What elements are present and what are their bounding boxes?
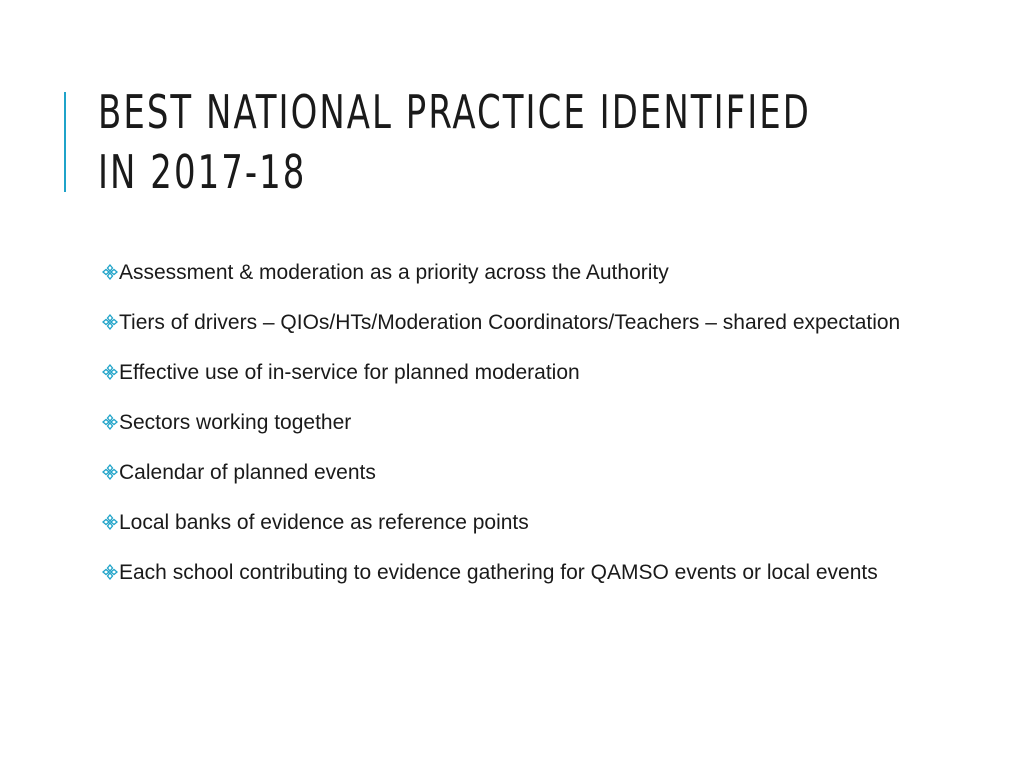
diamond-bullet-icon <box>102 314 118 330</box>
diamond-bullet-icon <box>102 414 118 430</box>
bullet-item <box>92 458 952 488</box>
diamond-bullet-icon <box>102 464 118 480</box>
slide-title: BEST NATIONAL PRACTICE IDENTIFIED IN 2017-18 <box>98 85 811 199</box>
bullet-text: Local banks of evidence as reference points <box>119 511 529 534</box>
bullet-item <box>92 258 952 288</box>
bullet-text: Effective use of in-service for planned moderation <box>119 361 580 384</box>
bullet-item <box>92 358 952 388</box>
bullet-item <box>92 408 952 438</box>
bullet-item <box>92 508 952 538</box>
bullet-text: Calendar of planned events <box>119 461 376 484</box>
bullet-item <box>92 558 952 588</box>
title-accent-bar <box>64 92 66 192</box>
bullet-text: Assessment & moderation as a priority across the Authority <box>119 261 669 284</box>
diamond-bullet-icon <box>102 364 118 380</box>
bullet-text: Sectors working together <box>119 411 352 434</box>
bullet-item <box>92 308 952 338</box>
bullet-text: Each school contributing to evidence gathering for QAMSO events or local events <box>119 561 878 584</box>
diamond-bullet-icon <box>102 564 118 580</box>
diamond-bullet-icon <box>102 264 118 280</box>
bullet-text: Tiers of drivers – QIOs/HTs/Moderation Coordinators/Teachers – shared expectation <box>119 311 901 334</box>
bullet-list <box>92 258 952 608</box>
diamond-bullet-icon <box>102 514 118 530</box>
